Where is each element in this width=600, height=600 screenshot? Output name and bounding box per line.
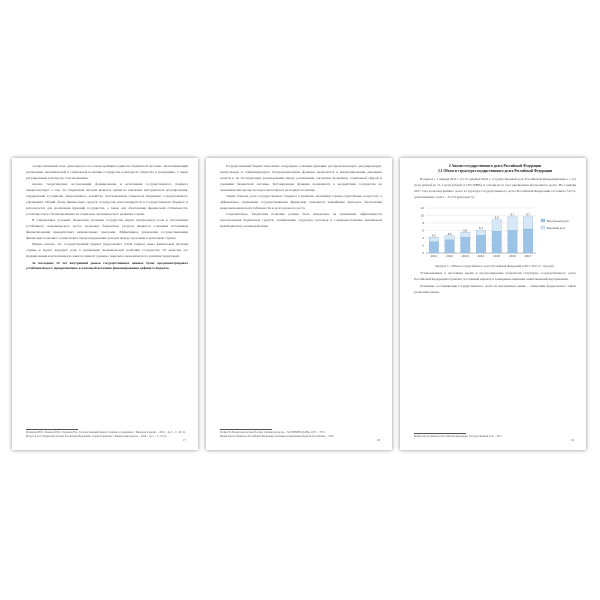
paragraph: В современных условиях бюджетная политика государства играет центральную роль в обеспечении устойчивого экономического роста, поскольку бюджетные ресурсы являются основным источником финансирования приоритетных национальных программ. Эффективное управление государственными финансами позволяет осуществлять перераспределение доходов между отраслями и регионами страны. [26,218,188,240]
y-tick-label: 8 [422,221,424,226]
section-heading: 2 Анализ государственного долга Российской Федерации [448,164,542,168]
paragraph: Анализ теоретических исследований формирования и исполнения государственного бюджета свидетельствует о том, что бюджетная система является одним из ключевых инструментов регулирования, поддержания и развития общественного хозяйства, неотъемлемым элементом механизма государственного управления. Общий объем финансовых средств государства консолидируется в государственном бюджете и используется для реализации функций государства, а также для обеспечения финансовой стабильности, устойчивости и сбалансированности социально-экономического развития страны. [26,182,188,216]
data-label: 5,5 [463,228,468,233]
data-label: 6,1 [479,226,483,231]
bar-internal [461,237,470,253]
x-tick-label: 2012 [446,254,453,259]
footnote: Кузнецова Н.В., Ульянова В.М., Горшкова Н.А. Государственный бюджет: понятие и содержание // Финансы и кредит. – 2018. – № 3. – С. 45–52. [26,431,186,435]
page-number: 19 [571,438,574,442]
bar-internal [492,231,501,253]
paragraph: Таким образом, роль государственного бюджета в развитии экономики страны существенно возрастает, а эффективное управление государственными финансами становится важнейшим фактором обеспечения макроэкономической стабильности и долгосрочного роста. [220,194,382,210]
bar-external [461,232,470,237]
paragraph: Можно сказать, что государственный бюджет представляет собой главное звено финансовой системы страны и играет ведущую роль в реализации экономической политики государства. От качества его формирования и исполнения во многом зависит уровень социально-экономического развития территорий. [26,242,188,259]
paragraph: В период с 1 января 2011 г. по 31 декабря 2016 г. государственный долг Российской Федерации вырос с 4,2 трлн рублей до 11,1 трлн рублей (11,8% ВВП), в основном за счет увеличения внутреннего долга. На 1 января 2017 года доля внутреннего долга в структуре государственного долга Российской Федерации составила 74,5%, доля внешнего долга – 25,5% (рисунок 5). [414,177,576,200]
page-number: 17 [183,438,186,442]
footnotes [26,429,186,438]
paragraph: Государственный бюджет выполняет следующие основные функции: распределительную, регулирующую, контрольную и стимулирующую. Распределительная функция заключается в аккумулировании денежных средств и их последующем распределении между различными секторами экономики, социальной сферой и уровнями бюджетной системы. Регулирующая функция проявляется в воздействии государства на экономические процессы через налоговую и расходную политику. [220,164,382,192]
bar-external [476,230,485,235]
y-tick-label: 6 [422,228,424,233]
debt-chart-svg [414,203,576,263]
page-19 [400,158,586,450]
subsection-heading: 2.1 Объем и структура государственного долга Российской Федерации [437,169,553,174]
footnote: Министерство финансов Российской Федерации. Государственный долг. – 2017. [414,434,503,438]
data-label: 4,6 [447,231,452,236]
x-tick-label: 2017 [524,254,532,259]
y-tick-label: 12 [420,206,424,211]
debt-chart [414,203,576,263]
y-tick-label: 4 [422,236,424,241]
legend-label: Внутренний долг [547,219,569,224]
legend-swatch [541,226,545,229]
footnote-rule [26,429,78,430]
x-tick-label: 2011 [430,254,438,259]
bar-external [492,220,501,232]
x-tick-label: 2014 [477,254,485,259]
page-17-body [26,164,188,444]
paragraph: Установленные в настоящее время и прогнозируемые показатели структуры государственного долга Российской Федерации отражают поэтапный переход к замещению внешних заимствований внутренними. [414,271,576,282]
legend-label: Внешний долг [547,226,566,231]
figure-caption: Рисунок 5 – Объем государственного долга Российской Федерации в 2011–2017 гг., трлн руб. [435,264,555,269]
bar-external [445,236,454,240]
page-18 [206,158,392,450]
paragraph-bold: За последние 10 лет внутренний рынок государственных ценных бумаг продемонстрировал устойчивый рост, превратившись в ключевой источник финансирования дефицита бюджета. [26,260,188,271]
footnote: Поляк Г.Б. Бюджетная система России: учебник для вузов. – М.: ЮНИТИ-ДАНА, 2017. – 703 с. [220,431,326,435]
bar-external [523,217,532,229]
page-18-body [220,164,382,444]
bar-internal [523,229,532,253]
data-label: 9,7 [510,212,515,217]
bar-external [508,217,517,231]
footnote: Министерство финансов Российской Федерации. Основные направления бюджетной политики. – 2019. [220,434,335,438]
page-19-body [414,164,576,444]
bar-internal [445,240,454,253]
bar-internal [508,231,517,254]
y-tick-label: 0 [422,251,424,256]
y-tick-label: 2 [422,243,424,248]
legend-swatch [541,219,545,222]
bar-internal [429,242,438,253]
data-label: 8,9 [494,215,499,220]
x-tick-label: 2016 [509,254,516,259]
footnote-rule [220,429,272,430]
x-tick-label: 2013 [461,254,469,259]
y-tick-label: 10 [420,213,424,218]
footnote-rule [414,433,466,434]
paragraph: Следовательно, бюджетная политика должна быть направлена на повышение эффективности использования бюджетных средств, оптимизацию структуры расходов и совершенствование механизмов межбюджетного взаимодействия. [220,212,382,229]
x-tick-label: 2015 [493,254,501,259]
data-label: 4,2 [431,233,436,238]
page-17 [12,158,198,450]
paragraph: осуществляющий свою деятельность на основе принципа единства бюджетной системы, обеспечивающий реализацию экономической и социальной политики государства в интересах общества и гражданина, а также регулирование и контроль за исполнением. [26,164,188,180]
bar-internal [476,235,485,253]
footnotes [220,429,380,438]
footnotes [414,433,574,438]
page-number: 18 [377,438,380,442]
footnote: Белоусов А.Л. Бюджетная система Российской Федерации: теория и практика // Финансовый журнал. – 2019. – № 2. – С. 23–31. [26,434,168,438]
bar-external [429,237,438,242]
paragraph: Основные составляющие государственного долга на внутреннем рынке – облигации федерального займа различных видов. [414,283,576,294]
data-label: 9,7 [526,212,531,217]
